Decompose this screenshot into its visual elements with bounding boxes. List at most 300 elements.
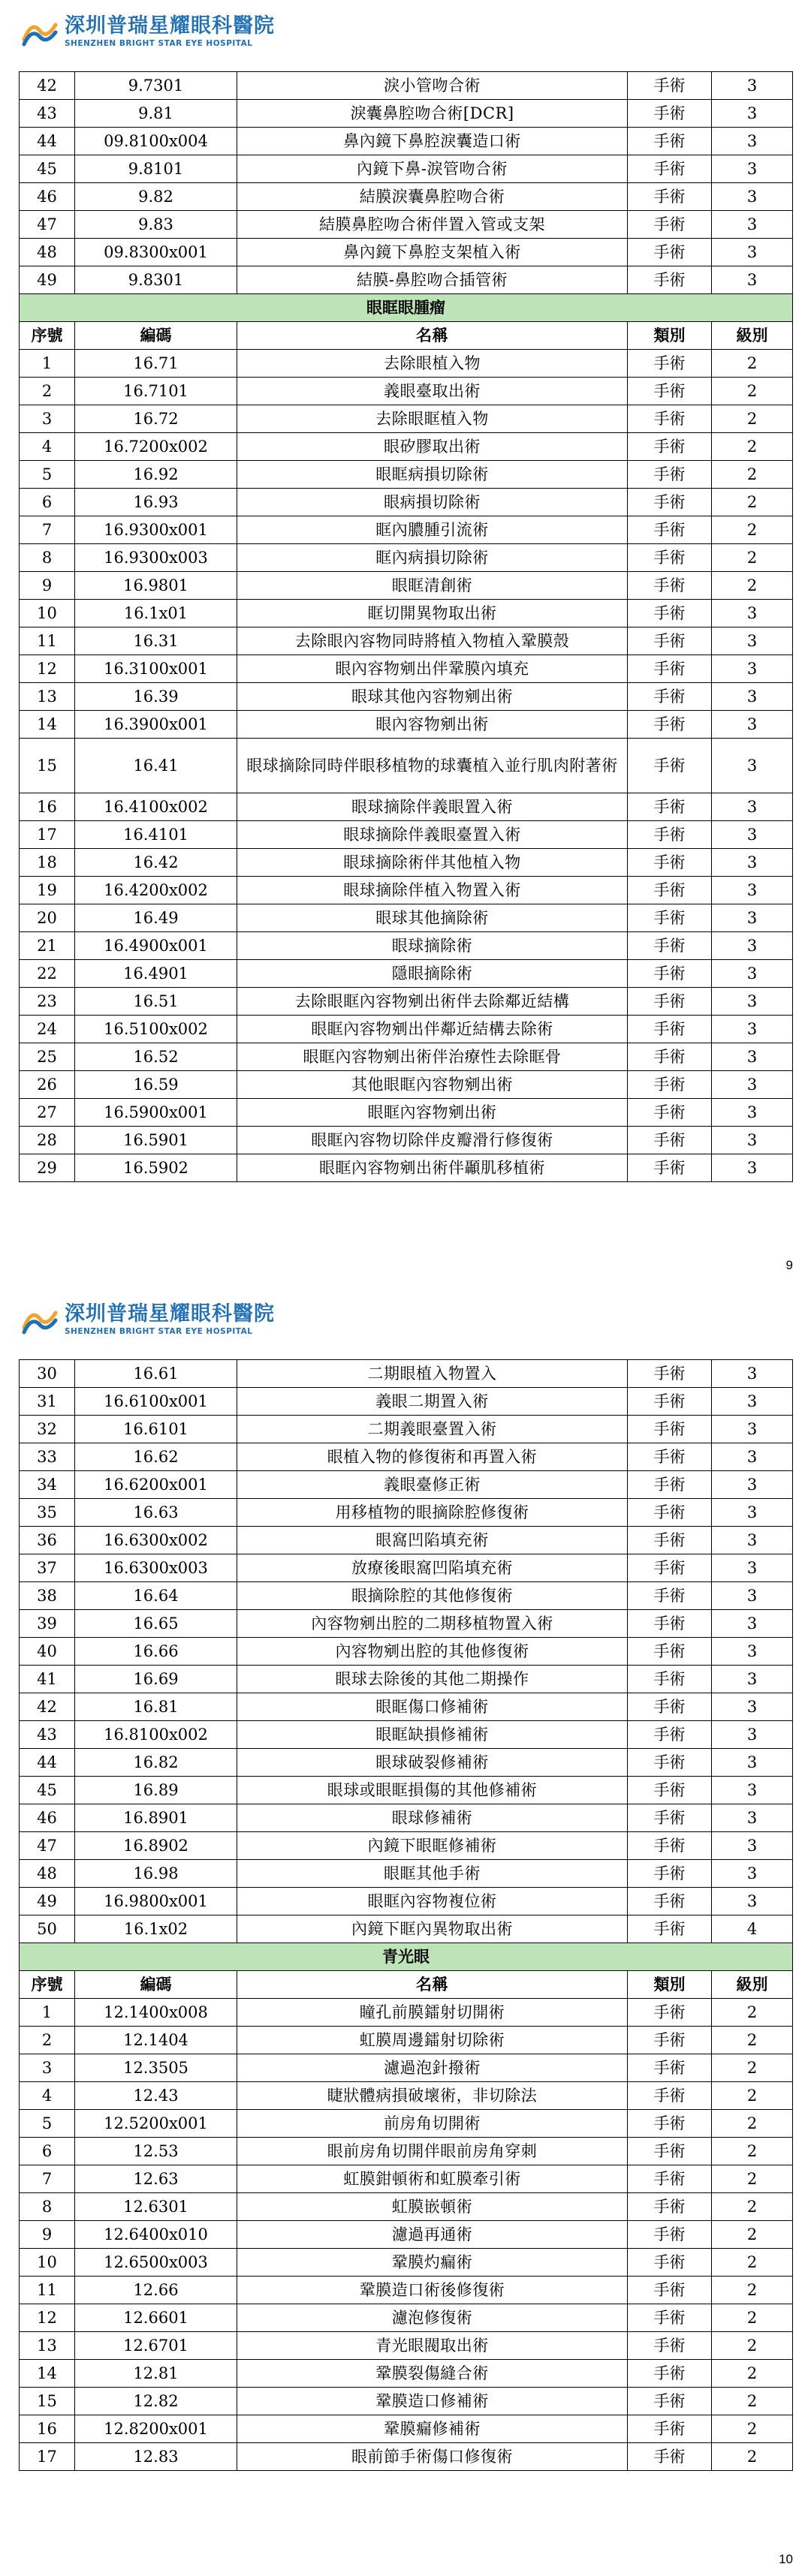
procedure-name: 眼窩凹陷填充術 — [237, 1527, 628, 1554]
code: 9.83 — [75, 211, 237, 239]
table-row — [20, 1777, 793, 1804]
table-row — [20, 2415, 793, 2443]
row-number: 3 — [20, 405, 75, 433]
procedure-name: 眼眶內容物剜出術 — [237, 1099, 628, 1127]
procedure-name: 眶切開異物取出術 — [237, 600, 628, 627]
table-row — [20, 1499, 793, 1527]
level: 3 — [712, 1016, 793, 1043]
logo-english-name: SHENZHEN BRIGHT STAR EYE HOSPITAL — [65, 1327, 253, 1336]
level: 2 — [712, 1999, 793, 2027]
table-row — [20, 2165, 793, 2193]
code: 16.5900x001 — [75, 1099, 237, 1127]
category: 手術 — [628, 239, 712, 266]
row-number: 27 — [20, 1099, 75, 1127]
table-row — [20, 2193, 793, 2221]
level: 2 — [712, 2165, 793, 2193]
row-number: 6 — [20, 489, 75, 516]
procedure-name: 虹膜周邊鐳射切除術 — [237, 2027, 628, 2054]
category: 手術 — [628, 2304, 712, 2332]
row-number: 16 — [20, 793, 75, 821]
column-header-row — [20, 322, 793, 350]
table-row — [20, 2082, 793, 2110]
procedure-table — [19, 1359, 793, 2471]
row-number: 45 — [20, 1777, 75, 1804]
code: 9.8101 — [75, 155, 237, 183]
level: 3 — [712, 1443, 793, 1471]
row-number: 42 — [20, 1693, 75, 1721]
procedure-name: 義眼臺取出術 — [237, 378, 628, 405]
code: 16.6300x003 — [75, 1554, 237, 1582]
category: 手術 — [628, 877, 712, 904]
category: 手術 — [628, 405, 712, 433]
column-header-level: 級別 — [712, 322, 793, 350]
category: 手術 — [628, 516, 712, 544]
level: 3 — [712, 1777, 793, 1804]
table-row — [20, 1666, 793, 1693]
code: 12.66 — [75, 2277, 237, 2304]
table-row — [20, 1099, 793, 1127]
level: 2 — [712, 2304, 793, 2332]
code: 16.39 — [75, 683, 237, 711]
row-number: 10 — [20, 2249, 75, 2277]
code: 16.6200x001 — [75, 1471, 237, 1499]
level: 2 — [712, 2443, 793, 2471]
category: 手術 — [628, 627, 712, 655]
level: 3 — [712, 1582, 793, 1610]
code: 16.72 — [75, 405, 237, 433]
level: 3 — [712, 183, 793, 211]
code: 16.7101 — [75, 378, 237, 405]
code: 16.5100x002 — [75, 1016, 237, 1043]
procedure-name: 隱眼摘除術 — [237, 960, 628, 988]
row-number: 30 — [20, 1360, 75, 1388]
category: 手術 — [628, 128, 712, 155]
level: 3 — [712, 128, 793, 155]
category: 手術 — [628, 711, 712, 739]
column-header-row — [20, 1971, 793, 1999]
category: 手術 — [628, 266, 712, 294]
level: 3 — [712, 849, 793, 877]
procedure-name: 鞏膜裂傷縫合術 — [237, 2360, 628, 2388]
procedure-name: 眼病損切除術 — [237, 489, 628, 516]
level: 3 — [712, 1127, 793, 1154]
level: 2 — [712, 2249, 793, 2277]
level: 2 — [712, 2193, 793, 2221]
category: 手術 — [628, 572, 712, 600]
code: 16.8902 — [75, 1832, 237, 1860]
code: 12.6301 — [75, 2193, 237, 2221]
category: 手術 — [628, 1777, 712, 1804]
procedure-name: 鼻內鏡下鼻腔支架植入術 — [237, 239, 628, 266]
table-row — [20, 683, 793, 711]
table-row — [20, 655, 793, 683]
table-row — [20, 544, 793, 572]
category: 手術 — [628, 1582, 712, 1610]
table-row — [20, 211, 793, 239]
category: 手術 — [628, 821, 712, 849]
procedure-name: 眼球或眼眶損傷的其他修補術 — [237, 1777, 628, 1804]
row-number: 7 — [20, 516, 75, 544]
table-row — [20, 266, 793, 294]
level: 3 — [712, 793, 793, 821]
logo-english-name: SHENZHEN BRIGHT STAR EYE HOSPITAL — [65, 39, 253, 48]
level: 3 — [712, 627, 793, 655]
category: 手術 — [628, 433, 712, 461]
table-row — [20, 100, 793, 128]
level: 3 — [712, 600, 793, 627]
procedure-name: 眼眶內容物複位術 — [237, 1888, 628, 1915]
row-number: 11 — [20, 627, 75, 655]
table-row — [20, 849, 793, 877]
row-number: 2 — [20, 2027, 75, 2054]
procedure-name: 內鏡下眶內異物取出術 — [237, 1915, 628, 1943]
category: 手術 — [628, 793, 712, 821]
code: 9.8301 — [75, 266, 237, 294]
category: 手術 — [628, 72, 712, 100]
category: 手術 — [628, 849, 712, 877]
row-number: 2 — [20, 378, 75, 405]
code: 16.9801 — [75, 572, 237, 600]
level: 2 — [712, 433, 793, 461]
table-row — [20, 1832, 793, 1860]
table-row — [20, 1693, 793, 1721]
category: 手術 — [628, 2332, 712, 2360]
code: 12.3505 — [75, 2054, 237, 2082]
column-header-category: 類別 — [628, 1971, 712, 1999]
category: 手術 — [628, 683, 712, 711]
table-row — [20, 1527, 793, 1554]
level: 2 — [712, 2138, 793, 2165]
code: 16.3100x001 — [75, 655, 237, 683]
code: 16.9300x001 — [75, 516, 237, 544]
procedure-name: 去除眼眶植入物 — [237, 405, 628, 433]
row-number: 26 — [20, 1071, 75, 1099]
procedure-name: 二期眼植入物置入 — [237, 1360, 628, 1388]
table-row — [20, 572, 793, 600]
row-number: 43 — [20, 100, 75, 128]
category: 手術 — [628, 155, 712, 183]
row-number: 14 — [20, 711, 75, 739]
category: 手術 — [628, 1721, 712, 1749]
procedure-name: 濾過再通術 — [237, 2221, 628, 2249]
category: 手術 — [628, 2360, 712, 2388]
code: 16.1x02 — [75, 1915, 237, 1943]
table-row — [20, 1471, 793, 1499]
row-number: 9 — [20, 572, 75, 600]
row-number: 10 — [20, 600, 75, 627]
procedure-name: 內容物剜出腔的其他修復術 — [237, 1638, 628, 1666]
row-number: 33 — [20, 1443, 75, 1471]
category: 手術 — [628, 2110, 712, 2138]
table-row — [20, 350, 793, 378]
logo-chinese-name: 深圳普瑞星耀眼科醫院 — [65, 14, 275, 38]
section-title: 青光眼 — [20, 1943, 793, 1971]
procedure-name: 眼球破裂修補術 — [237, 1749, 628, 1777]
table-row — [20, 988, 793, 1016]
code: 12.83 — [75, 2443, 237, 2471]
column-header-procedure-name: 名稱 — [237, 322, 628, 350]
procedure-name: 鼻內鏡下鼻腔淚囊造口術 — [237, 128, 628, 155]
category: 手術 — [628, 1915, 712, 1943]
procedure-name: 眼眶缺損修補術 — [237, 1721, 628, 1749]
procedure-name: 青光眼閥取出術 — [237, 2332, 628, 2360]
table-row — [20, 1610, 793, 1638]
table-row — [20, 821, 793, 849]
category: 手術 — [628, 655, 712, 683]
row-number: 19 — [20, 877, 75, 904]
procedure-name: 眼前房角切開伴眼前房角穿刺 — [237, 2138, 628, 2165]
row-number: 9 — [20, 2221, 75, 2249]
level: 2 — [712, 378, 793, 405]
procedure-name: 鞏膜造口修補術 — [237, 2388, 628, 2415]
procedure-name: 淚囊鼻腔吻合術[DCR] — [237, 100, 628, 128]
category: 手術 — [628, 2138, 712, 2165]
column-header-category: 類別 — [628, 322, 712, 350]
category: 手術 — [628, 988, 712, 1016]
row-number: 28 — [20, 1127, 75, 1154]
row-number: 5 — [20, 2110, 75, 2138]
category: 手術 — [628, 378, 712, 405]
category: 手術 — [628, 1638, 712, 1666]
level: 3 — [712, 1360, 793, 1388]
level: 4 — [712, 1915, 793, 1943]
row-number: 1 — [20, 350, 75, 378]
procedure-name: 虹膜鉗頓術和虹膜牽引術 — [237, 2165, 628, 2193]
table-row — [20, 711, 793, 739]
row-number: 41 — [20, 1666, 75, 1693]
row-number: 34 — [20, 1471, 75, 1499]
level: 3 — [712, 821, 793, 849]
row-number: 44 — [20, 1749, 75, 1777]
level: 3 — [712, 655, 793, 683]
table-row — [20, 489, 793, 516]
level: 2 — [712, 2415, 793, 2443]
code: 16.6300x002 — [75, 1527, 237, 1554]
level: 3 — [712, 155, 793, 183]
table-row — [20, 1999, 793, 2027]
procedure-name: 眼球摘除伴義眼置入術 — [237, 793, 628, 821]
row-number: 13 — [20, 2332, 75, 2360]
row-number: 45 — [20, 155, 75, 183]
row-number: 8 — [20, 2193, 75, 2221]
table-row — [20, 1888, 793, 1915]
row-number: 49 — [20, 1888, 75, 1915]
code: 16.52 — [75, 1043, 237, 1071]
category: 手術 — [628, 1360, 712, 1388]
category: 手術 — [628, 461, 712, 489]
category: 手術 — [628, 1154, 712, 1182]
table-row — [20, 1638, 793, 1666]
category: 手術 — [628, 2443, 712, 2471]
row-number: 8 — [20, 544, 75, 572]
level: 2 — [712, 2054, 793, 2082]
row-number: 14 — [20, 2360, 75, 2388]
level: 3 — [712, 1666, 793, 1693]
code: 16.82 — [75, 1749, 237, 1777]
procedure-name: 眼球其他摘除術 — [237, 904, 628, 932]
code: 9.81 — [75, 100, 237, 128]
section-header-row — [20, 294, 793, 322]
table-row — [20, 2388, 793, 2415]
level: 2 — [712, 544, 793, 572]
table-row — [20, 2054, 793, 2082]
row-number: 47 — [20, 1832, 75, 1860]
column-header-code: 編碼 — [75, 1971, 237, 1999]
level: 3 — [712, 1554, 793, 1582]
row-number: 17 — [20, 821, 75, 849]
code: 16.93 — [75, 489, 237, 516]
level: 2 — [712, 405, 793, 433]
code: 12.6701 — [75, 2332, 237, 2360]
procedure-name: 瞳孔前膜鐳射切開術 — [237, 1999, 628, 2027]
table-row — [20, 1016, 793, 1043]
category: 手術 — [628, 2027, 712, 2054]
table-row — [20, 128, 793, 155]
category: 手術 — [628, 1071, 712, 1099]
procedure-name: 眼球摘除伴植入物置入術 — [237, 877, 628, 904]
category: 手術 — [628, 489, 712, 516]
table-row — [20, 239, 793, 266]
code: 12.81 — [75, 2360, 237, 2388]
category: 手術 — [628, 2277, 712, 2304]
category: 手術 — [628, 544, 712, 572]
category: 手術 — [628, 1127, 712, 1154]
category: 手術 — [628, 1666, 712, 1693]
table-row — [20, 1860, 793, 1888]
logo-chinese-name: 深圳普瑞星耀眼科醫院 — [65, 1302, 275, 1326]
code: 16.49 — [75, 904, 237, 932]
code: 16.4900x001 — [75, 932, 237, 960]
category: 手術 — [628, 1527, 712, 1554]
code: 16.41 — [75, 739, 237, 793]
procedure-name: 濾過泡針撥術 — [237, 2054, 628, 2082]
row-number: 5 — [20, 461, 75, 489]
row-number: 36 — [20, 1527, 75, 1554]
row-number: 37 — [20, 1554, 75, 1582]
table-row — [20, 1416, 793, 1443]
row-number: 16 — [20, 2415, 75, 2443]
category: 手術 — [628, 960, 712, 988]
code: 16.5901 — [75, 1127, 237, 1154]
page-2 — [0, 1288, 811, 2576]
hospital-logo — [21, 9, 275, 54]
row-number: 4 — [20, 2082, 75, 2110]
code: 16.98 — [75, 1860, 237, 1888]
code: 16.9800x001 — [75, 1888, 237, 1915]
code: 12.1400x008 — [75, 1999, 237, 2027]
procedure-name: 內鏡下鼻-淚管吻合術 — [237, 155, 628, 183]
table-row — [20, 2332, 793, 2360]
procedure-name: 鞏膜灼瘺術 — [237, 2249, 628, 2277]
level: 3 — [712, 1638, 793, 1666]
procedure-name: 眼眶內容物切除伴皮瓣滑行修復術 — [237, 1127, 628, 1154]
procedure-name: 睫狀體病損破壞術，非切除法 — [237, 2082, 628, 2110]
code: 12.6400x010 — [75, 2221, 237, 2249]
table-row — [20, 1721, 793, 1749]
category: 手術 — [628, 1554, 712, 1582]
code: 16.89 — [75, 1777, 237, 1804]
level: 3 — [712, 1471, 793, 1499]
code: 12.6500x003 — [75, 2249, 237, 2277]
code: 16.31 — [75, 627, 237, 655]
row-number: 48 — [20, 239, 75, 266]
table-row — [20, 2249, 793, 2277]
code: 16.9300x003 — [75, 544, 237, 572]
table-row — [20, 1043, 793, 1071]
procedure-name: 內容物剜出腔的二期移植物置入術 — [237, 1610, 628, 1638]
level: 3 — [712, 1804, 793, 1832]
procedure-name: 眼內容物剜出術 — [237, 711, 628, 739]
row-number: 35 — [20, 1499, 75, 1527]
table-row — [20, 600, 793, 627]
row-number: 24 — [20, 1016, 75, 1043]
procedure-name: 結膜-鼻腔吻合插管術 — [237, 266, 628, 294]
category: 手術 — [628, 183, 712, 211]
level: 3 — [712, 1527, 793, 1554]
procedure-name: 虹膜嵌頓術 — [237, 2193, 628, 2221]
code: 16.7200x002 — [75, 433, 237, 461]
code: 16.4200x002 — [75, 877, 237, 904]
row-number: 32 — [20, 1416, 75, 1443]
row-number: 46 — [20, 183, 75, 211]
category: 手術 — [628, 100, 712, 128]
code: 12.63 — [75, 2165, 237, 2193]
code: 16.4101 — [75, 821, 237, 849]
code: 16.63 — [75, 1499, 237, 1527]
procedure-name: 鞏膜瘺修補術 — [237, 2415, 628, 2443]
level: 3 — [712, 904, 793, 932]
level: 2 — [712, 572, 793, 600]
level: 3 — [712, 1388, 793, 1416]
level: 3 — [712, 1832, 793, 1860]
procedure-name: 眼球摘除術伴其他植入物 — [237, 849, 628, 877]
row-number: 18 — [20, 849, 75, 877]
procedure-name: 二期義眼臺置入術 — [237, 1416, 628, 1443]
category: 手術 — [628, 739, 712, 793]
row-number: 7 — [20, 2165, 75, 2193]
procedure-name: 眼內容物剜出伴鞏膜內填充 — [237, 655, 628, 683]
section-header-row — [20, 1943, 793, 1971]
level: 3 — [712, 1043, 793, 1071]
category: 手術 — [628, 1999, 712, 2027]
procedure-name: 眼球去除後的其他二期操作 — [237, 1666, 628, 1693]
table-row — [20, 1915, 793, 1943]
procedure-name: 結膜鼻腔吻合術伴置入管或支架 — [237, 211, 628, 239]
logo-waves-icon — [21, 1302, 59, 1337]
table-row — [20, 72, 793, 100]
row-number: 43 — [20, 1721, 75, 1749]
table-row — [20, 2360, 793, 2388]
row-number: 17 — [20, 2443, 75, 2471]
category: 手術 — [628, 2388, 712, 2415]
category: 手術 — [628, 1693, 712, 1721]
row-number: 40 — [20, 1638, 75, 1666]
procedure-table — [19, 71, 793, 1182]
table-row — [20, 877, 793, 904]
code: 16.64 — [75, 1582, 237, 1610]
table-row — [20, 904, 793, 932]
table-row — [20, 1154, 793, 1182]
row-number: 25 — [20, 1043, 75, 1071]
section-title: 眼眶眼腫瘤 — [20, 294, 793, 322]
row-number: 39 — [20, 1610, 75, 1638]
code: 12.6601 — [75, 2304, 237, 2332]
level: 3 — [712, 1749, 793, 1777]
table-row — [20, 2110, 793, 2138]
code: 09.8300x001 — [75, 239, 237, 266]
code: 16.65 — [75, 1610, 237, 1638]
level: 3 — [712, 1610, 793, 1638]
